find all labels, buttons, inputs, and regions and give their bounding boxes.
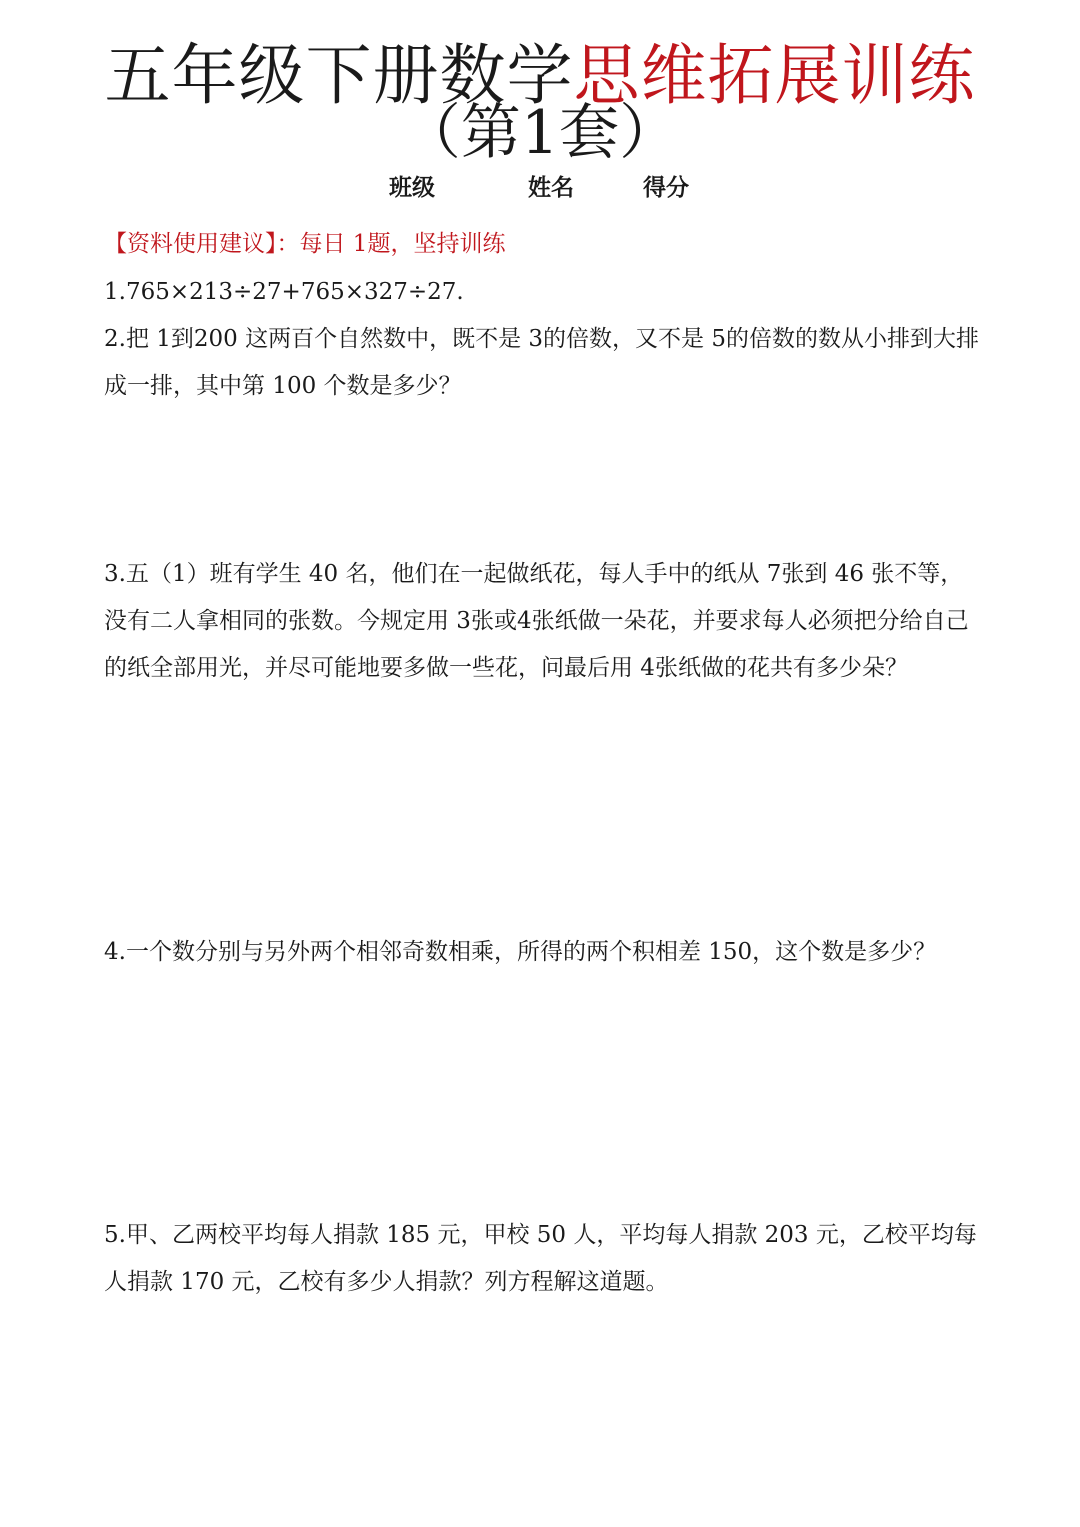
score-field-label: 得分 [643, 175, 689, 201]
name-field-label: 姓名 [528, 175, 574, 201]
question-3: 3.五（1）班有学生 40 名，他们在一起做纸花，每人手中的纸从 7张到 46 张不等，没有二人拿相同的张数。今规定用 3张或4张纸做一朵花，并要求每人必须把分给自己的纸全部用光，并尽可能地要多做一些花，问最后用 4张纸做的花共有多少朵？ [104, 561, 969, 681]
page-subtitle: （第1套） [400, 98, 680, 168]
class-field-label: 班级 [389, 175, 435, 201]
question-4: 4.一个数分别与另外两个相邻奇数相乘，所得的两个积相差 150，这个数是多少？ [104, 939, 937, 965]
page-title-main: 五年级下册数学 [104, 37, 574, 114]
student-info-fields [0, 170, 1080, 206]
question-2: 2.把 1到200 这两百个自然数中，既不是 3的倍数，又不是 5的倍数的数从小排到大排成一排，其中第 100 个数是多少？ [104, 326, 979, 399]
page-title-highlight: 思维拓展训练 [573, 37, 976, 114]
question-1: 1.765×213÷27+765×327÷27. [104, 279, 464, 305]
question-5: 5.甲、乙两校平均每人捐款 185 元，甲校 50 人，平均每人捐款 203 元，乙校平均每人捐款 170 元，乙校有多少人捐款？列方程解这道题。 [104, 1222, 977, 1295]
usage-advice: 【资料使用建议】：每日 1题，坚持训练 [104, 231, 506, 257]
